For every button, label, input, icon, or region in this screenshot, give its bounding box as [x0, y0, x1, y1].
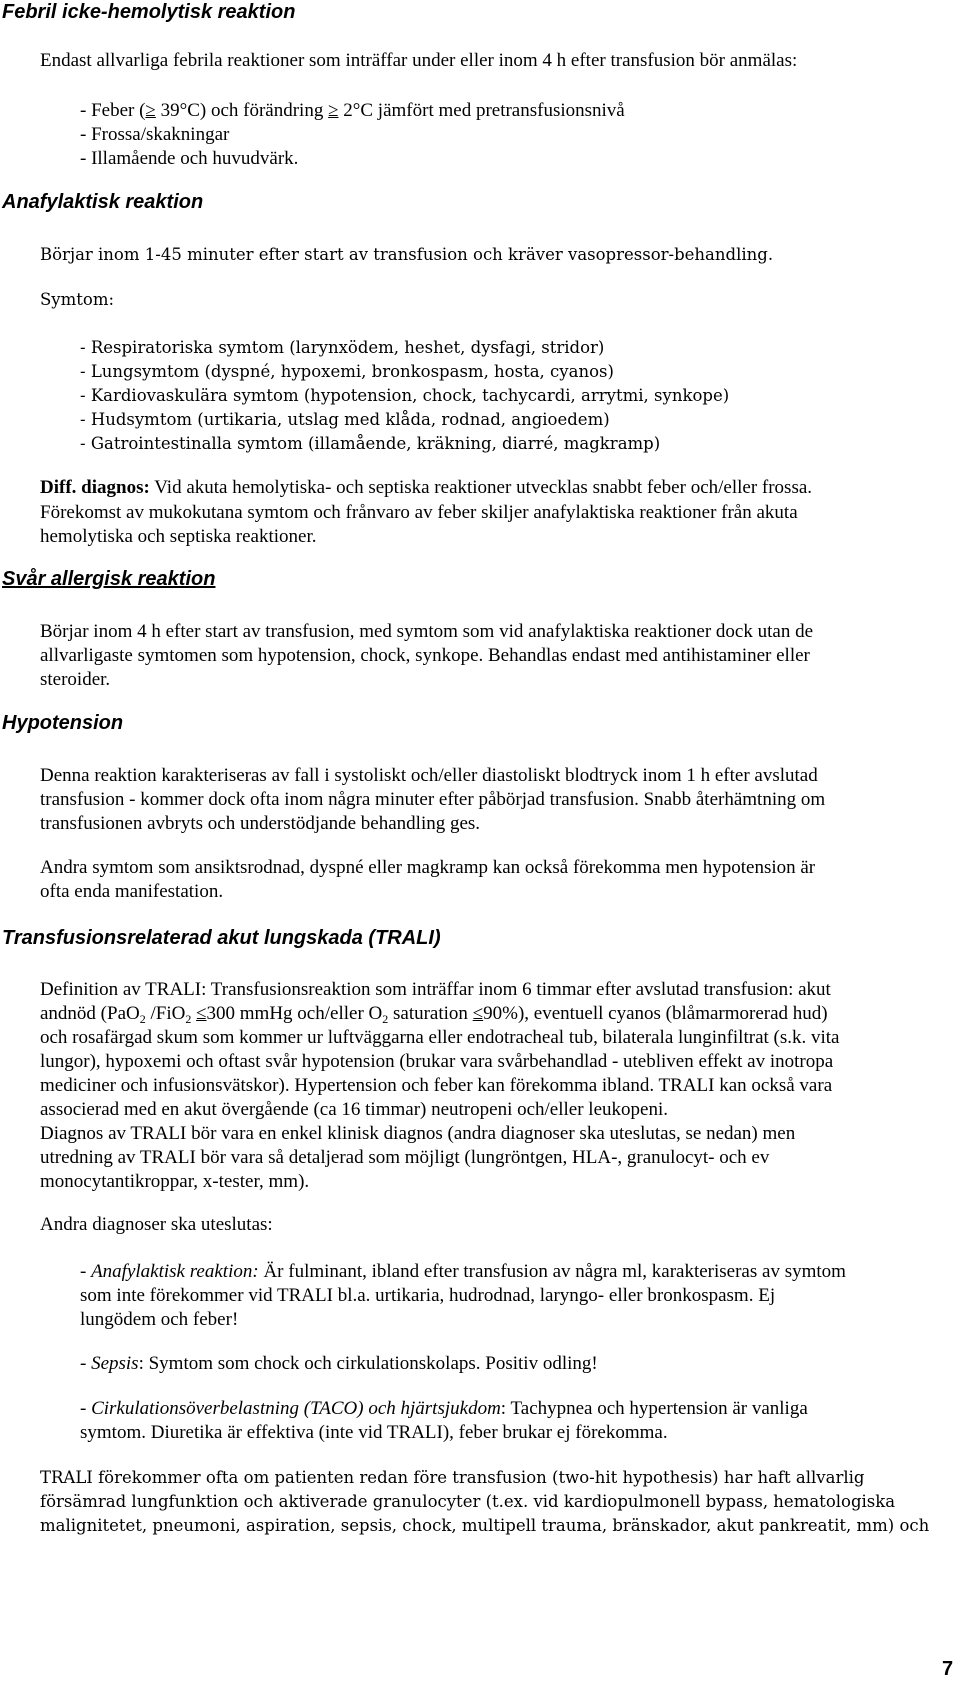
allergisk-line-1: Börjar inom 4 h efter start av transfusion, med symtom som vid anafylaktiska reaktioner dock utan de — [40, 621, 813, 642]
andra-diagnoser-label: Andra diagnoser ska uteslutas: — [40, 1214, 273, 1235]
text-fragment: andnöd (PaO — [40, 1003, 140, 1024]
febril-intro: Endast allvarliga febrila reaktioner som inträffar under eller inom 4 h efter transfusion bör anmälas: — [40, 50, 798, 71]
diff-diagnos-line-1 — [40, 474, 812, 501]
trali-diag-line-3: monocytantikroppar, x-tester, mm). — [40, 1171, 310, 1192]
le-symbol: ≤ — [196, 1003, 207, 1024]
ge-symbol: ≥ — [145, 100, 156, 121]
dash: - — [80, 1261, 92, 1282]
diff-diagnos-line-2: Förekomst av mukokutana symtom och frånvaro av feber skiljer anafylaktiska reaktioner från akuta — [40, 502, 798, 523]
hypotension-p1-line-2: transfusion - kommer dock ofta inom några minuter efter påbörjad transfusion. Snabb återhämtning om — [40, 789, 826, 810]
heading-trali: Transfusionsrelaterad akut lungskada (TRALI) — [2, 927, 441, 949]
dash: - — [80, 1398, 92, 1419]
diff-diagnos-line-3: hemolytiska och septiska reaktioner. — [40, 526, 317, 547]
heading-hypotension: Hypotension — [2, 712, 124, 734]
hypotension-p2-line-1: Andra symtom som ansiktsrodnad, dyspné eller magkramp kan också förekomma men hypotension är — [40, 857, 816, 878]
trali-def-line-4: lungor), hypoxemi och oftast svår hypotension (brukar vara svårbehandlad - utebliven effekt av inotropa — [40, 1051, 834, 1072]
febril-item-1 — [80, 97, 625, 124]
heading-allergisk: Svår allergisk reaktion — [2, 568, 216, 590]
symtom-label: Symtom: — [40, 290, 115, 309]
anafylaktisk-diag-line-3: lungödem och feber! — [80, 1309, 239, 1330]
heading-anafylaktisk: Anafylaktisk reaktion — [2, 191, 204, 213]
symptom-item: - Kardiovaskulära symtom (hypotension, chock, tachycardi, arrytmi, synkope) — [80, 386, 730, 405]
febril-item-3: - Illamående och huvudvärk. — [80, 148, 299, 169]
subscript: 2 — [382, 1012, 389, 1026]
symptom-item: - Gatrointestinalla symtom (illamående, kräkning, diarré, magkramp) — [80, 434, 661, 453]
febril-item-2: - Frossa/skakningar — [80, 124, 230, 145]
text-fragment: - Feber ( — [80, 100, 146, 121]
hypotension-p1-line-3: transfusionen avbryts och understödjande behandling ges. — [40, 813, 481, 834]
taco-diag-line-2: symtom. Diuretika är effektiva (inte vid TRALI), feber brukar ej förekomma. — [80, 1422, 668, 1443]
trali-final-line-1: TRALI förekommer ofta om patienten redan före transfusion (two-hit hypothesis) har haft allvarlig — [40, 1468, 865, 1487]
taco-diag-line-1 — [80, 1395, 808, 1422]
text-fragment: Är fulminant, ibland efter transfusion av några ml, karakteriseras av symtom — [258, 1261, 846, 1282]
text-fragment: /FiO — [145, 1003, 186, 1024]
anafylaktisk-diag-line-2: som inte förekommer vid TRALI bl.a. urtikaria, hudrodnad, laryngo- eller bronkospasm. Ej — [80, 1285, 776, 1306]
text-fragment: 2°C jämfört med pretransfusionsnivå — [338, 100, 625, 121]
term-taco: Cirkulationsöverbelastning (TACO) och hjärtsjukdom — [91, 1398, 501, 1419]
anafylaktisk-diag-line-1 — [80, 1258, 846, 1285]
trali-diag-line-2: utredning av TRALI bör vara så detaljerad som möjligt (lungröntgen, HLA-, granulocyt- och ev — [40, 1147, 770, 1168]
term-sepsis: Sepsis — [91, 1353, 139, 1374]
text-fragment: 300 mmHg och/eller O — [206, 1003, 383, 1024]
trali-def-line-6: associerad med en akut övergående (ca 16 timmar) neutropeni och/eller leukopeni. — [40, 1099, 668, 1120]
trali-final-line-3: malignitetet, pneumoni, aspiration, sepsis, chock, multipell trauma, bränskador, akut pankreatit, mm) och — [40, 1516, 930, 1535]
ge-symbol: ≥ — [328, 100, 339, 121]
hypotension-p1-line-1: Denna reaktion karakteriseras av fall i systoliskt och/eller diastoliskt blodtryck inom 1 h efter avslutad — [40, 765, 818, 786]
text-fragment: 90%), eventuell cyanos (blåmarmorerad hud) — [483, 1003, 828, 1024]
heading-febril: Febril icke-hemolytisk reaktion — [2, 1, 296, 23]
symptom-item: - Respiratoriska symtom (larynxödem, heshet, dysfagi, stridor) — [80, 338, 605, 357]
text-fragment: 39°C) och förändring — [155, 100, 329, 121]
text-fragment: : Tachypnea och hypertension är vanliga — [500, 1398, 808, 1419]
symptom-item: - Hudsymtom (urtikaria, utslag med klåda, rodnad, angioedem) — [80, 410, 610, 429]
text-fragment: : Symtom som chock och cirkulationskolaps. Positiv odling! — [138, 1353, 598, 1374]
hypotension-p2-line-2: ofta enda manifestation. — [40, 881, 224, 902]
text-fragment: saturation — [388, 1003, 473, 1024]
text-fragment: Vid akuta hemolytiska- och septiska reaktioner utvecklas snabbt feber och/eller frossa. — [149, 477, 813, 498]
trali-def-line-1: Definition av TRALI: Transfusionsreaktion som inträffar inom 6 timmar efter avslutad transfusion: akut — [40, 979, 831, 1000]
term-anafylaktisk: Anafylaktisk reaktion: — [91, 1261, 259, 1282]
symptom-item: - Lungsymtom (dyspné, hypoxemi, bronkospasm, hosta, cyanos) — [80, 362, 614, 381]
trali-def-line-2 — [40, 1000, 828, 1027]
dash: - — [80, 1353, 92, 1374]
subscript: 2 — [139, 1012, 146, 1026]
trali-def-line-3: och rosafärgad skum som kommer ur luftväggarna eller endotracheal tub, bilaterala lunginfiltrat (s.k. vita — [40, 1027, 840, 1048]
allergisk-line-2: allvarligaste symtomen som hypotension, chock, synkope. Behandlas endast med antihistaminer eller — [40, 645, 810, 666]
trali-diag-line-1: Diagnos av TRALI bör vara en enkel klinisk diagnos (andra diagnoser ska uteslutas, se nedan) men — [40, 1123, 796, 1144]
trali-def-line-5: mediciner och infusionsvätskor). Hypertension och feber kan förekomma ibland. TRALI kan också vara — [40, 1075, 833, 1096]
sepsis-diag-line — [80, 1350, 598, 1377]
trali-final-line-2: försämrad lungfunktion och aktiverade granulocyter (t.ex. vid kardiopulmonell bypass, hematologiska — [40, 1492, 896, 1511]
diff-label: Diff. diagnos: — [40, 477, 150, 498]
page-number: 7 — [942, 1658, 954, 1680]
le-symbol: ≤ — [472, 1003, 484, 1024]
subscript: 2 — [185, 1012, 192, 1026]
allergisk-line-3: steroider. — [40, 669, 111, 690]
anafylaktisk-line-1: Börjar inom 1-45 minuter efter start av transfusion och kräver vasopressor-behandling. — [40, 245, 774, 264]
